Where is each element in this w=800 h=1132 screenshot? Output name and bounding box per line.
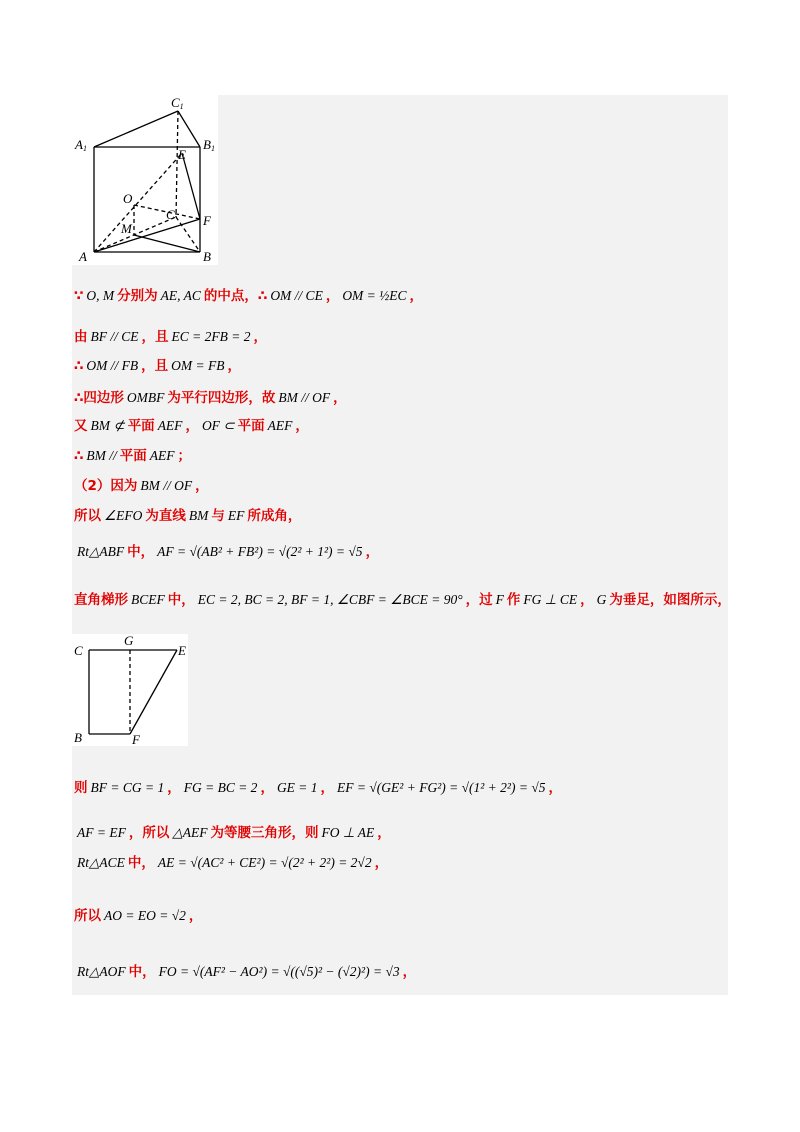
- math-expression: AEF: [149, 448, 175, 463]
- math-expression: EC = 2FB = 2: [171, 329, 251, 344]
- edge-c1-b1: [178, 111, 200, 147]
- solution-text: ，: [325, 288, 340, 304]
- solution-text: ，: [409, 288, 424, 304]
- solution-text: ，: [580, 592, 594, 608]
- label-e: E: [178, 147, 186, 162]
- solution-text: ，且: [141, 358, 169, 374]
- math-expression: EF = √(GE² + FG²) = √(1² + 2²) = √5: [337, 780, 546, 795]
- solution-text: 所以: [74, 508, 101, 524]
- math-expression: AO = EO = √2: [104, 908, 186, 923]
- line-8: [74, 504, 301, 524]
- solution-text: （2）因为: [74, 478, 138, 494]
- math-expression: BM // OF: [140, 478, 193, 493]
- solution-text: 平面: [237, 418, 265, 434]
- solution-text: ，过: [465, 592, 493, 608]
- math-expression: BF = CG = 1: [90, 780, 165, 795]
- math-expression: FO ⊥ AE: [321, 825, 375, 840]
- line-13: [74, 851, 388, 871]
- math-expression: BM // OF: [278, 390, 331, 405]
- solution-text: 的中点，∴: [203, 288, 268, 304]
- math-expression: AF = EF: [77, 825, 126, 840]
- seg-e-f: [182, 153, 200, 219]
- line-12: [74, 821, 391, 841]
- math-expression: BCEF: [131, 592, 165, 607]
- math-expression: OM // CE: [270, 288, 323, 303]
- math-expression: AE, AC: [160, 288, 201, 303]
- line-2: [74, 325, 267, 345]
- math-expression: AF = √(AB² + FB²) = √(2² + 1²) = √5: [157, 544, 363, 559]
- label-f: F: [132, 732, 140, 747]
- math-expression: BF // CE: [90, 329, 139, 344]
- math-expression: FO = √(AF² − AO²) = √((√5)² − (√2)²) = √3: [158, 964, 400, 979]
- math-expression: Rt△ACE: [77, 855, 125, 870]
- solution-text: 又: [74, 418, 88, 434]
- solution-text: 为等腰三角形，则: [210, 825, 319, 841]
- edge-a1-c1: [94, 111, 178, 147]
- solution-text: 平面: [119, 448, 147, 464]
- math-expression: EC = 2, BC = 2, BF = 1, ∠CBF = ∠BCE = 90°: [197, 592, 463, 607]
- line-1: [74, 284, 423, 304]
- solution-text: 中，: [127, 544, 155, 560]
- solution-text: ，: [195, 478, 209, 494]
- solution-text: 所以: [74, 908, 101, 924]
- math-expression: F: [495, 592, 504, 607]
- math-expression: OMBF: [126, 390, 165, 405]
- math-expression: OM // FB: [86, 358, 139, 373]
- solution-text: ，: [377, 825, 391, 841]
- solution-text: 作: [506, 592, 521, 608]
- label-g: G: [124, 633, 134, 648]
- line-5: [74, 414, 309, 434]
- seg-a-e: [94, 153, 182, 252]
- solution-text: ，: [374, 855, 389, 871]
- line-10: [74, 588, 731, 608]
- solution-text: ，: [227, 358, 242, 374]
- svg-text:A1: A1: [75, 137, 87, 153]
- label-o: O: [123, 191, 133, 206]
- math-expression: Rt△ABF: [77, 544, 125, 559]
- solution-text: ∵: [74, 288, 84, 304]
- math-expression: OM = FB: [171, 358, 225, 373]
- solution-text: ，所以: [128, 825, 170, 841]
- solution-text: ，且: [141, 329, 169, 345]
- math-expression: AEF: [267, 418, 293, 433]
- solution-text: ，: [167, 780, 181, 796]
- solution-text: ，: [333, 390, 347, 406]
- math-expression: BM ⊄: [90, 418, 125, 433]
- solution-text: ，: [185, 418, 199, 434]
- solution-text: ，: [188, 908, 203, 924]
- line-11: [74, 776, 562, 796]
- math-expression: ∠EFO: [104, 508, 143, 523]
- solution-text: 分别为: [117, 288, 158, 304]
- figure-prism: [72, 95, 218, 265]
- label-a: A: [79, 249, 87, 264]
- solution-text: 所成角，: [247, 508, 302, 524]
- math-expression: O, M: [86, 288, 115, 303]
- math-expression: EF: [227, 508, 245, 523]
- solution-text: 直角梯形: [74, 592, 128, 608]
- solution-text: ，: [365, 544, 380, 560]
- math-expression: FG ⊥ CE: [523, 592, 578, 607]
- svg-text:B1: B1: [203, 137, 215, 153]
- label-c: C: [166, 207, 175, 222]
- solution-text: ；: [177, 448, 192, 464]
- math-expression: BM: [188, 508, 209, 523]
- math-expression: Rt△AOF: [77, 964, 126, 979]
- math-expression: BM //: [86, 448, 117, 463]
- solution-text: ∴: [74, 448, 84, 464]
- math-expression: GE = 1: [276, 780, 318, 795]
- solution-text: 中，: [127, 855, 155, 871]
- solution-text: ，: [548, 780, 562, 796]
- solution-text: 中，: [167, 592, 195, 608]
- seg-a-f: [94, 219, 200, 252]
- solution-text: 中，: [128, 964, 156, 980]
- solution-text: ，: [295, 418, 309, 434]
- line-15: [74, 960, 416, 980]
- edge-f-e: [130, 650, 177, 734]
- line-6: [74, 444, 191, 464]
- math-expression: △AEF: [172, 825, 208, 840]
- math-expression: FG = BC = 2: [183, 780, 258, 795]
- solution-text: 平面: [127, 418, 155, 434]
- label-b: B: [203, 249, 211, 264]
- label-c: C: [74, 643, 83, 658]
- solution-text: 与: [211, 508, 225, 524]
- edge-c1-c: [176, 111, 178, 217]
- solution-text: ，: [320, 780, 335, 796]
- solution-text: ，: [402, 964, 417, 980]
- line-9: [74, 540, 379, 560]
- line-4: [74, 386, 347, 406]
- math-expression: AEF: [157, 418, 183, 433]
- math-expression: G: [596, 592, 607, 607]
- label-f: F: [203, 213, 211, 228]
- solution-text: 为平行四边形，故: [167, 390, 276, 406]
- math-expression: OF ⊂: [201, 418, 235, 433]
- solution-text: ，: [260, 780, 274, 796]
- svg-text:C1: C1: [171, 95, 184, 111]
- line-3: [74, 354, 241, 374]
- figure-trapezoid: [72, 634, 188, 746]
- solution-text: 则: [74, 780, 88, 796]
- math-expression: OM = ½EC: [342, 288, 407, 303]
- label-e: E: [178, 643, 186, 658]
- line-14: [74, 904, 202, 924]
- edge-a-c: [94, 217, 176, 252]
- solution-text: 为直线: [145, 508, 186, 524]
- solution-text: 由: [74, 329, 88, 345]
- line-7: [74, 474, 209, 494]
- solution-text: ∴四边形: [74, 390, 124, 406]
- math-expression: AE = √(AC² + CE²) = √(2² + 2²) = 2√2: [157, 855, 372, 870]
- solution-text: ，: [253, 329, 267, 345]
- solution-text: ∴: [74, 358, 84, 374]
- label-b: B: [74, 730, 82, 745]
- solution-text: 为垂足，如图所示，: [609, 592, 731, 608]
- label-m: M: [121, 221, 132, 236]
